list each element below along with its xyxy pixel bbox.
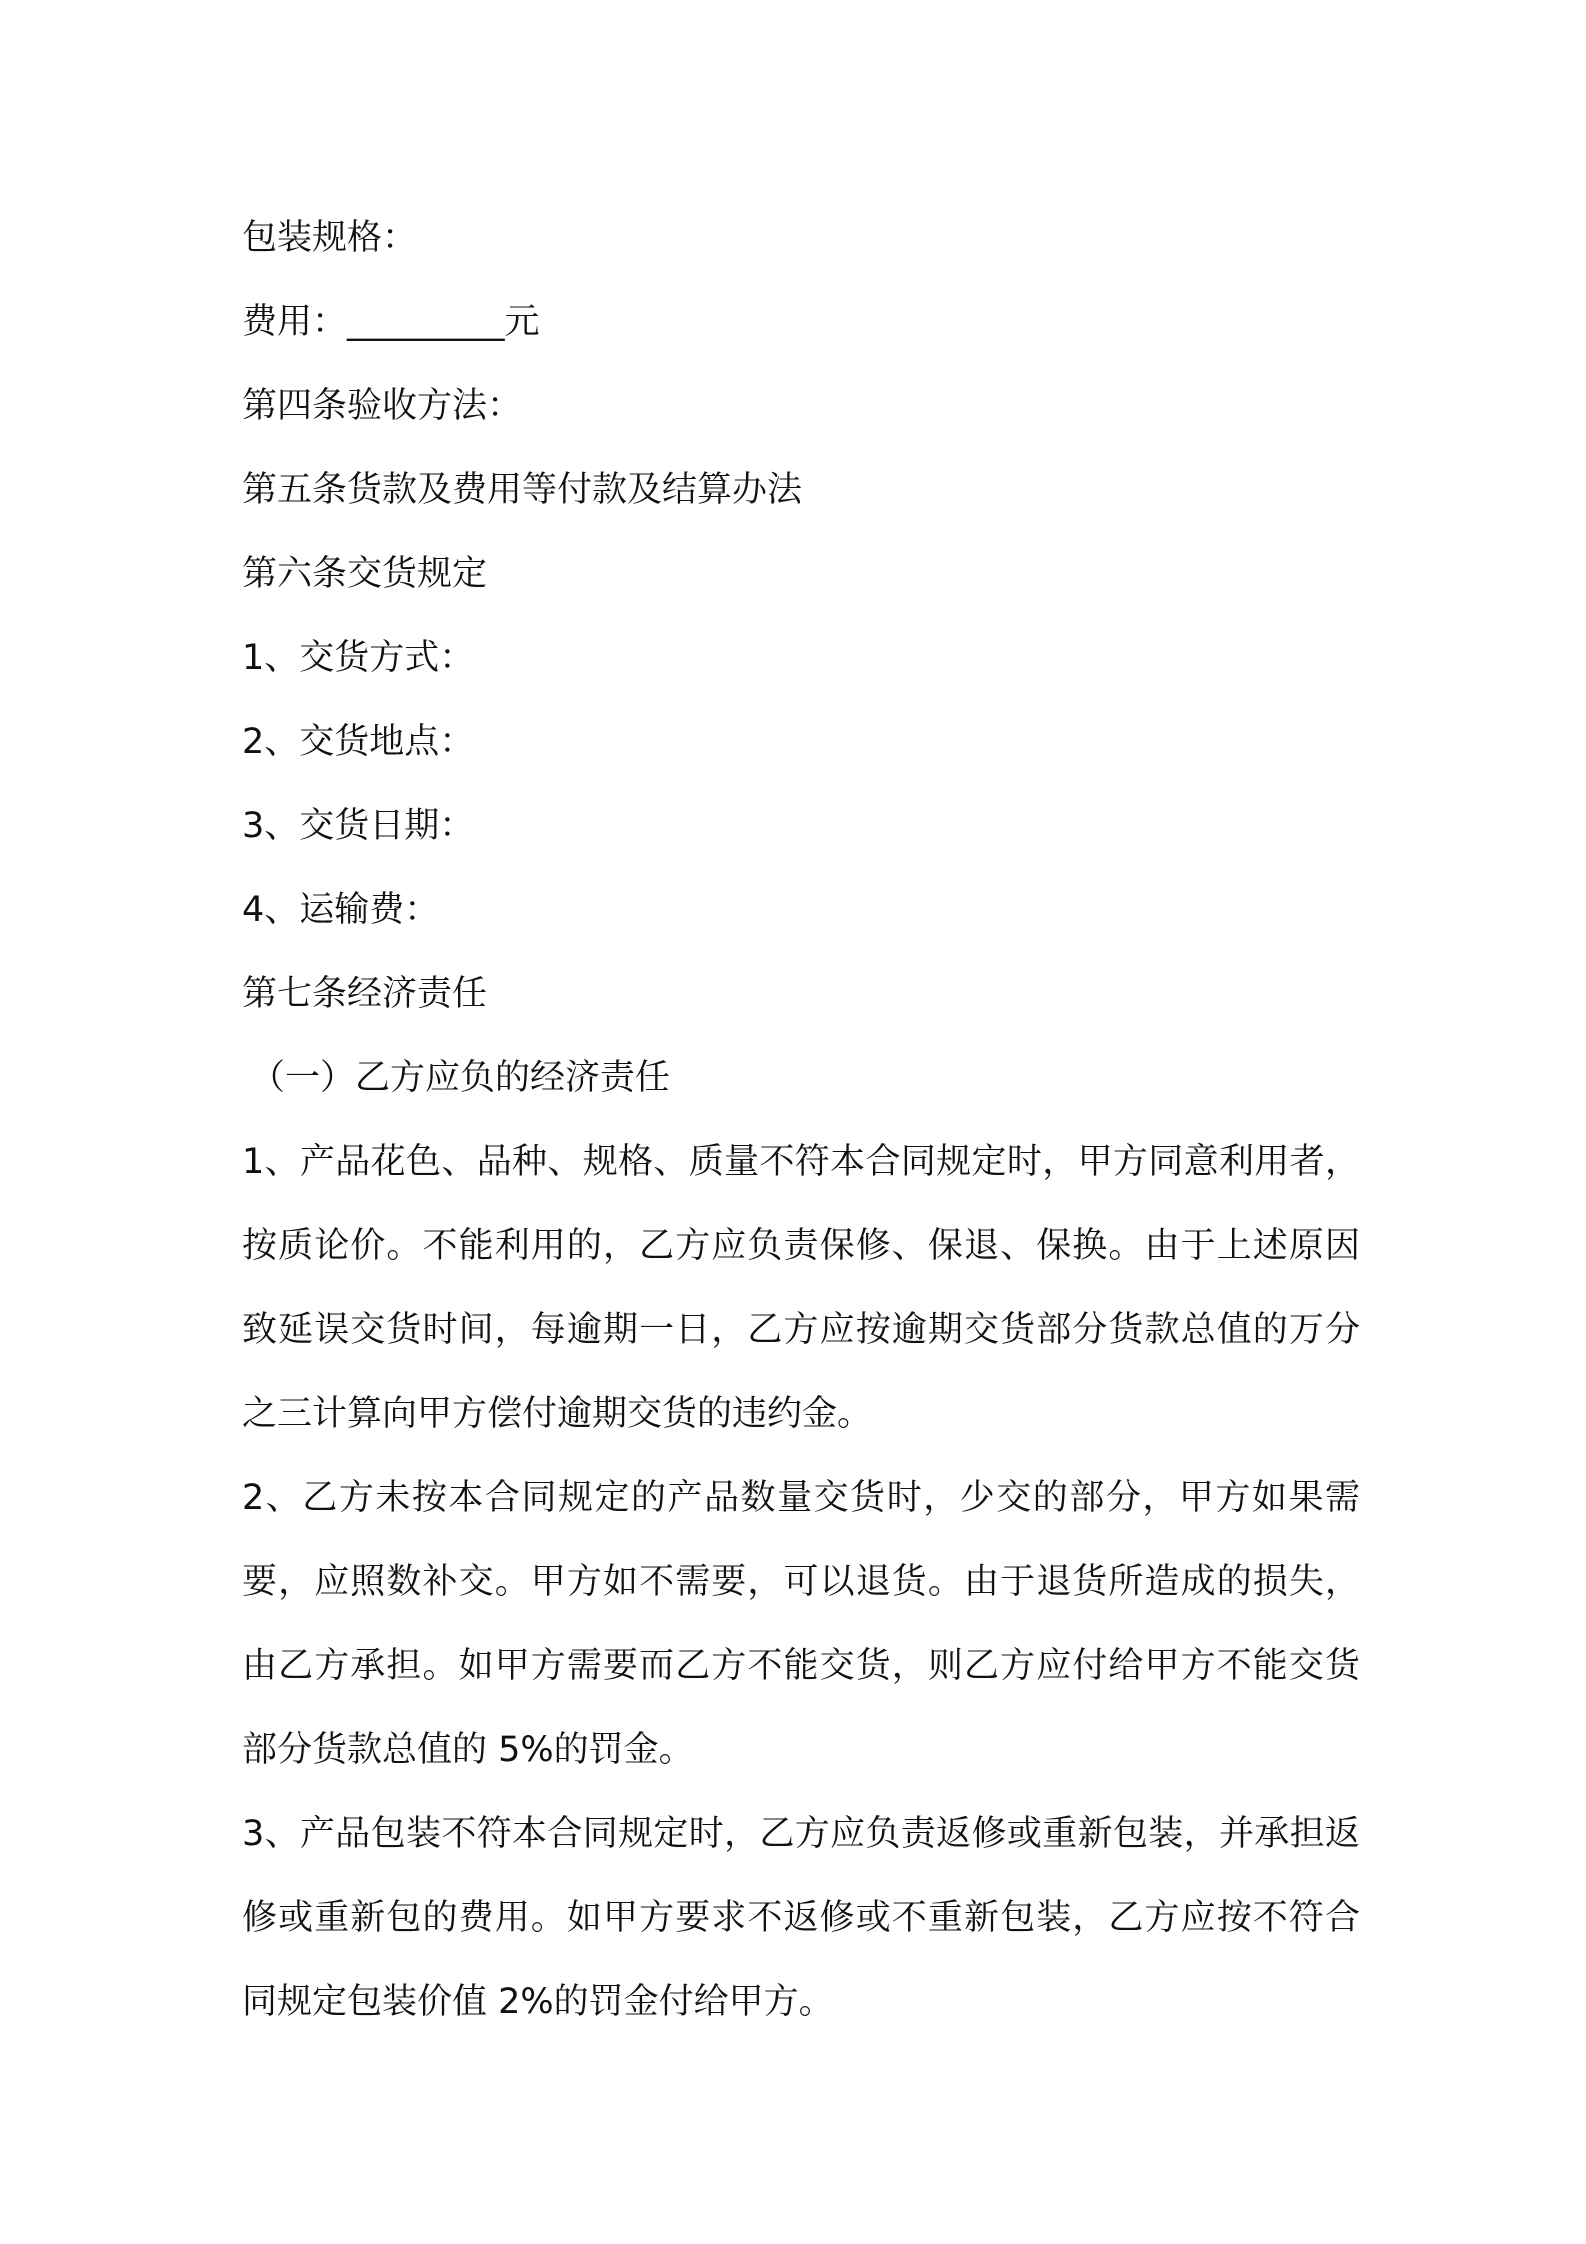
article-6-heading: 第六条交货规定 bbox=[242, 554, 488, 594]
delivery-method-line: 1、交货方式： bbox=[242, 638, 475, 678]
liability-clause-1: 1、产品花色、品种、规格、质量不符本合同规定时，甲方同意利用者，按质论价。不能利用的，乙方应负责保修、保退、保换。由于上述原因致延误交货时间，每逾期一日，乙方应按逾期交货部分货款总值的万分之三计算向甲方偿付逾期交货的违约金。 bbox=[242, 1142, 1360, 1434]
party-b-liability-heading: （一）乙方应负的经济责任 bbox=[250, 1058, 671, 1098]
fee-line: 费用：_________元 bbox=[242, 302, 540, 342]
article-4-heading: 第四条验收方法： bbox=[242, 386, 523, 426]
document-body bbox=[242, 196, 1360, 2044]
transport-fee-line: 4、运输费： bbox=[242, 890, 440, 930]
liability-clause-3: 3、产品包装不符本合同规定时，乙方应负责返修或重新包装，并承担返修或重新包的费用。如甲方要求不返修或不重新包装，乙方应按不符合同规定包装价值 2%的罚金付给甲方。 bbox=[242, 1814, 1360, 2022]
article-7-heading: 第七条经济责任 bbox=[242, 974, 488, 1014]
packaging-spec-line: 包装规格： bbox=[242, 218, 418, 258]
delivery-location-line: 2、交货地点： bbox=[242, 722, 475, 762]
liability-clause-2: 2、乙方未按本合同规定的产品数量交货时，少交的部分，甲方如果需要，应照数补交。甲方如不需要，可以退货。由于退货所造成的损失，由乙方承担。如甲方需要而乙方不能交货，则乙方应付给甲方不能交货部分货款总值的 5%的罚金。 bbox=[242, 1478, 1360, 1770]
article-5-heading: 第五条货款及费用等付款及结算办法 bbox=[242, 470, 803, 510]
delivery-date-line: 3、交货日期： bbox=[242, 806, 475, 846]
